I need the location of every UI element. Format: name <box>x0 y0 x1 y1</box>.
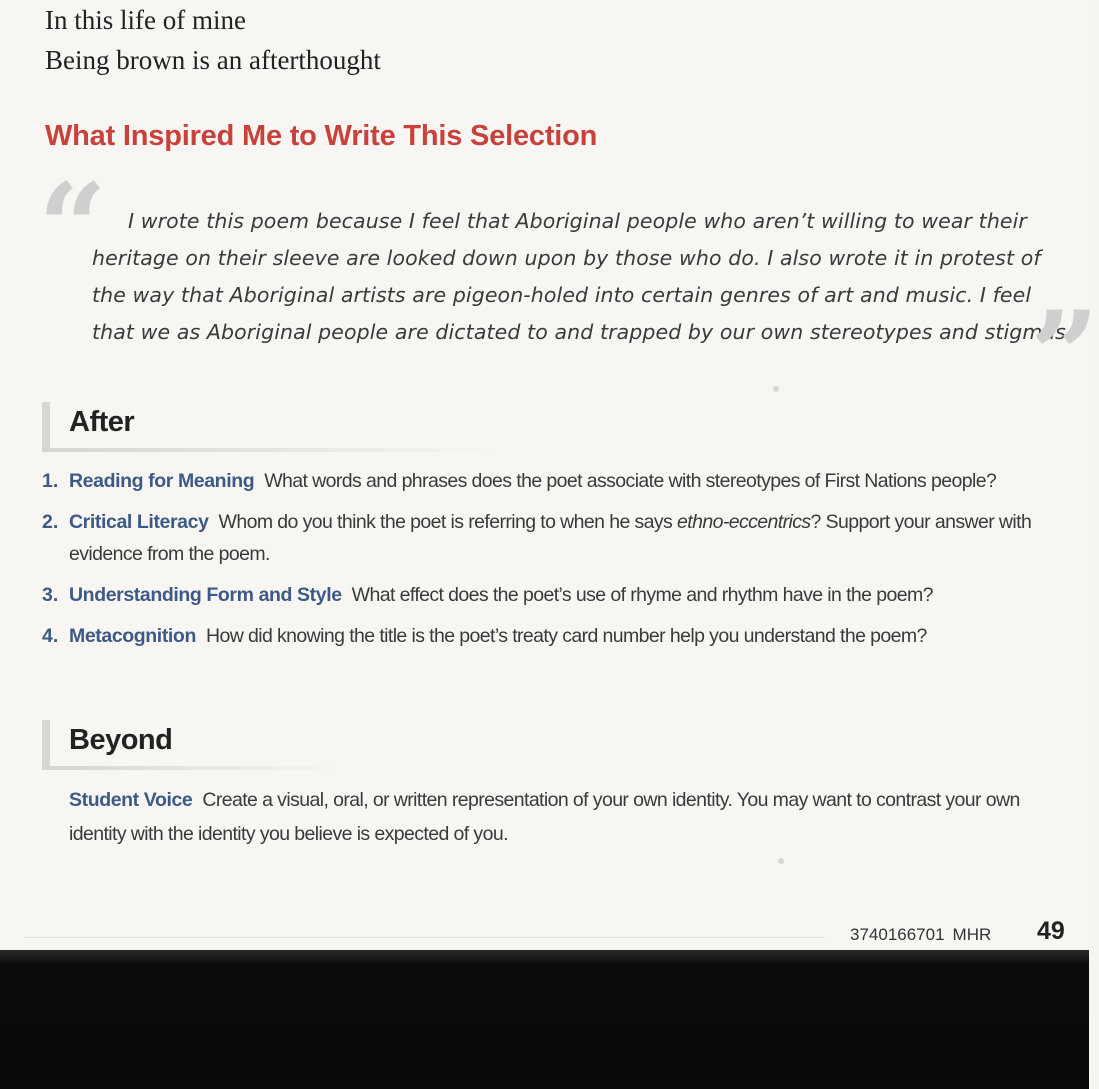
scan-speck <box>778 858 784 864</box>
question-text: Whom do you think the poet is referring to when he says <box>218 511 678 533</box>
section-bar-decoration <box>42 720 50 768</box>
beyond-heading: Beyond <box>69 724 173 756</box>
after-questions-list <box>42 465 1052 661</box>
page-number: 49 <box>1037 917 1065 945</box>
footer-code <box>850 925 991 945</box>
inspiration-heading: What Inspired Me to Write This Selection <box>45 120 598 152</box>
question-label: Understanding Form and Style <box>69 584 342 606</box>
section-rule <box>42 448 502 452</box>
activity-label: Student Voice <box>69 789 193 811</box>
activity-text: Create a visual, oral, or written representation of your own identity. You may want to contrast your own identity with the identity you believe is expected of you. <box>69 789 1020 845</box>
question-label: Reading for Meaning <box>69 470 255 492</box>
question-item <box>42 506 1052 570</box>
poem-line: In this life of mine <box>45 5 246 35</box>
section-bar-decoration <box>42 402 50 450</box>
question-item <box>42 465 1052 497</box>
question-text: What effect does the poet’s use of rhyme and rhythm have in the poem? <box>351 584 933 606</box>
question-italic-term: ethno-eccentrics <box>677 511 811 533</box>
question-number: 4. <box>42 625 59 647</box>
poem-excerpt <box>45 0 381 80</box>
poem-line: Being brown is an afterthought <box>45 45 381 75</box>
scan-speck <box>773 386 779 392</box>
footer-rule <box>25 937 825 938</box>
question-text: What words and phrases does the poet associate with stereotypes of First Nations people? <box>264 470 997 492</box>
question-item <box>42 579 1052 611</box>
close-quote-icon: ” <box>1030 285 1099 426</box>
after-heading: After <box>69 406 135 438</box>
question-number: 1. <box>42 470 59 492</box>
isbn-code: 3740166701 <box>850 925 945 944</box>
question-number: 3. <box>42 584 59 606</box>
question-item <box>42 620 1052 652</box>
inspiration-quote: I wrote this poem because I feel that Aboriginal people who aren’t willing to wear their heritage on their sleeve are looked down upon by those who do. I also wrote it in protest of the way that Aboriginal artists are pigeon-holed into certain genres of art and music. I feel that we as Aboriginal people are dictated to and trapped by our own stereotypes and stigmas. <box>92 209 1073 344</box>
question-text: How did knowing the title is the poet’s treaty card number help you understand the poem? <box>205 625 927 647</box>
section-rule <box>42 766 342 770</box>
question-text-continued: ? Support your answer with evidence from the poem. <box>69 511 1032 565</box>
scan-border <box>0 950 1089 1089</box>
publisher-mark: MHR <box>952 925 992 944</box>
open-quote-icon: “ <box>38 157 108 298</box>
question-number: 2. <box>42 511 59 533</box>
question-label: Critical Literacy <box>69 511 209 533</box>
student-voice-activity <box>69 783 1039 851</box>
question-label: Metacognition <box>69 625 196 647</box>
